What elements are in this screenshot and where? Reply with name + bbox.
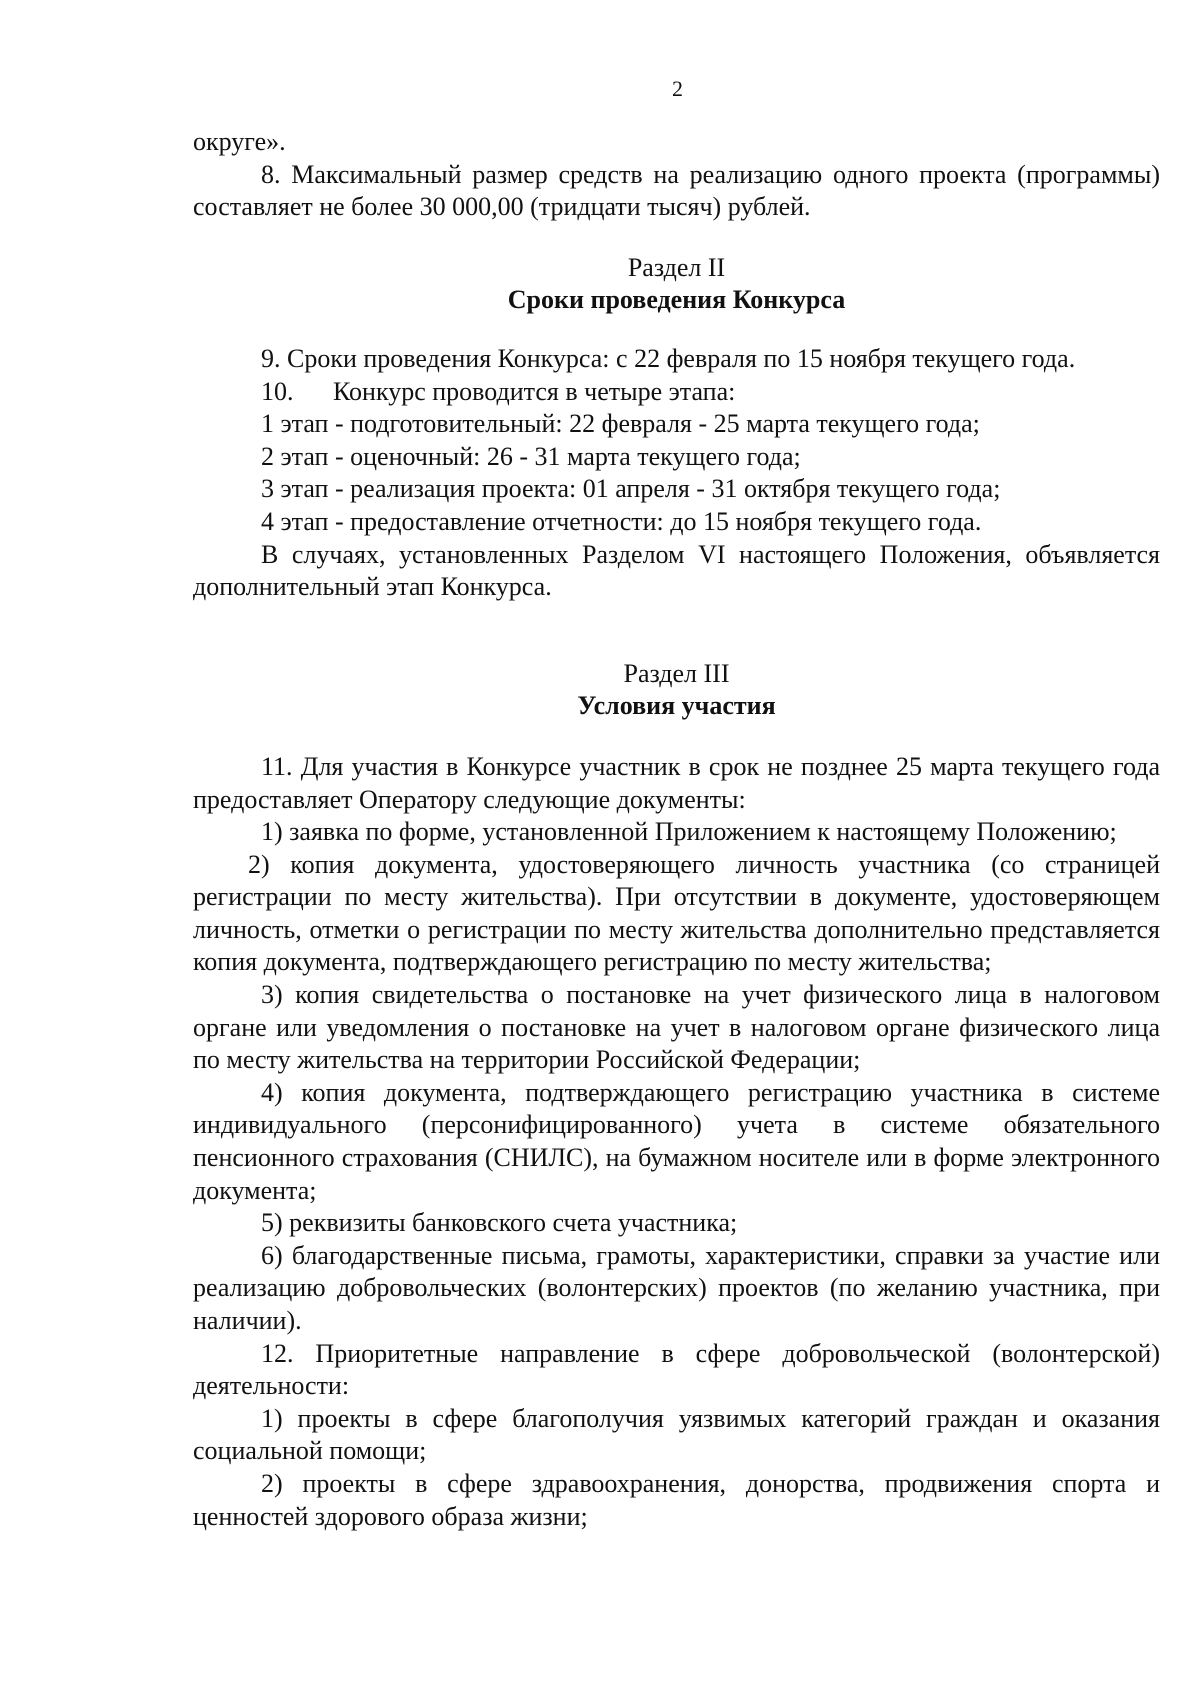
paragraph-10-number: 10. [261, 376, 294, 406]
document-body [193, 126, 1160, 1533]
section-2-label: Раздел II [627, 252, 726, 282]
section-3-label: Раздел III [623, 658, 730, 688]
paragraph-11-item-6: 6) благодарственные письма, грамоты, характеристики, справки за участие или реализацию добровольческих (волонтерских) проектов (по желанию участника, при наличии). [193, 1240, 1160, 1335]
stage-1: 1 этап - подготовительный: 22 февраля - 25 марта текущего года; [261, 409, 980, 439]
paragraph-9: 9. Сроки проведения Конкурса: с 22 февраля по 15 ноября текущего года. [261, 343, 1076, 373]
section-3-title: Условия участия [577, 691, 776, 721]
carry-over-line: округе». [193, 127, 286, 156]
section-2-title: Сроки проведения Конкурса [507, 285, 846, 315]
stage-3: 3 этап - реализация проекта: 01 апреля - 31 октября текущего года; [261, 474, 1001, 504]
stage-2: 2 этап - оценочный: 26 - 31 марта текущего года; [261, 441, 801, 471]
paragraph-12-item-1: 1) проекты в сфере благополучия уязвимых категорий граждан и оказания социальной помощи; [193, 1403, 1160, 1466]
paragraph-11: 11. Для участия в Конкурсе участник в срок не позднее 25 марта текущего года предоставляет Оператору следующие документы: [193, 751, 1160, 814]
paragraph-10 [193, 376, 1160, 409]
paragraph-12: 12. Приоритетные направление в сфере добровольческой (волонтерской) деятельности: [193, 1338, 1160, 1401]
paragraph-11-item-5: 5) реквизиты банковского счета участника; [261, 1208, 738, 1238]
stage-4: 4 этап - предоставление отчетности: до 15 ноября текущего года. [261, 506, 982, 536]
paragraph-8: 8. Максимальный размер средств на реализацию одного проекта (программы) составляет не более 30 000,00 (тридцати тысяч) рублей. [193, 159, 1160, 222]
paragraph-11-item-1: 1) заявка по форме, установленной Приложением к настоящему Положению; [261, 817, 1117, 847]
paragraph-12-item-2: 2) проекты в сфере здравоохранения, донорства, продвижения спорта и ценностей здорового образа жизни; [193, 1468, 1160, 1531]
extra-stage-paragraph: В случаях, установленных Разделом VI настоящего Положения, объявляется дополнительный этап Конкурса. [193, 539, 1160, 602]
paragraph-11-item-3: 3) копия свидетельства о постановке на учет физического лица в налоговом органе или уведомления о постановке на учет в налоговом органе физического лица по месту жительства на территории Российской Федерации; [193, 980, 1160, 1075]
page-number: 2 [672, 76, 683, 101]
paragraph-11-item-4: 4) копия документа, подтверждающего регистрацию участника в системе индивидуального (персонифицированного) учета в системе обязательного пенсионного страхования (СНИЛС), на бумажном носителе или в форме электронного документа; [193, 1077, 1160, 1205]
paragraph-11-item-2: 2) копия документа, удостоверяющего личность участника (со страницей регистрации по месту жительства). При отсутствии в документе, удостоверяющем личность, отметки о регистрации по месту жительства дополнительно представляется копия документа, подтверждающего регистрацию по месту жительства; [193, 849, 1160, 977]
paragraph-10-text: Конкурс проводится в четыре этапа: [333, 376, 736, 406]
